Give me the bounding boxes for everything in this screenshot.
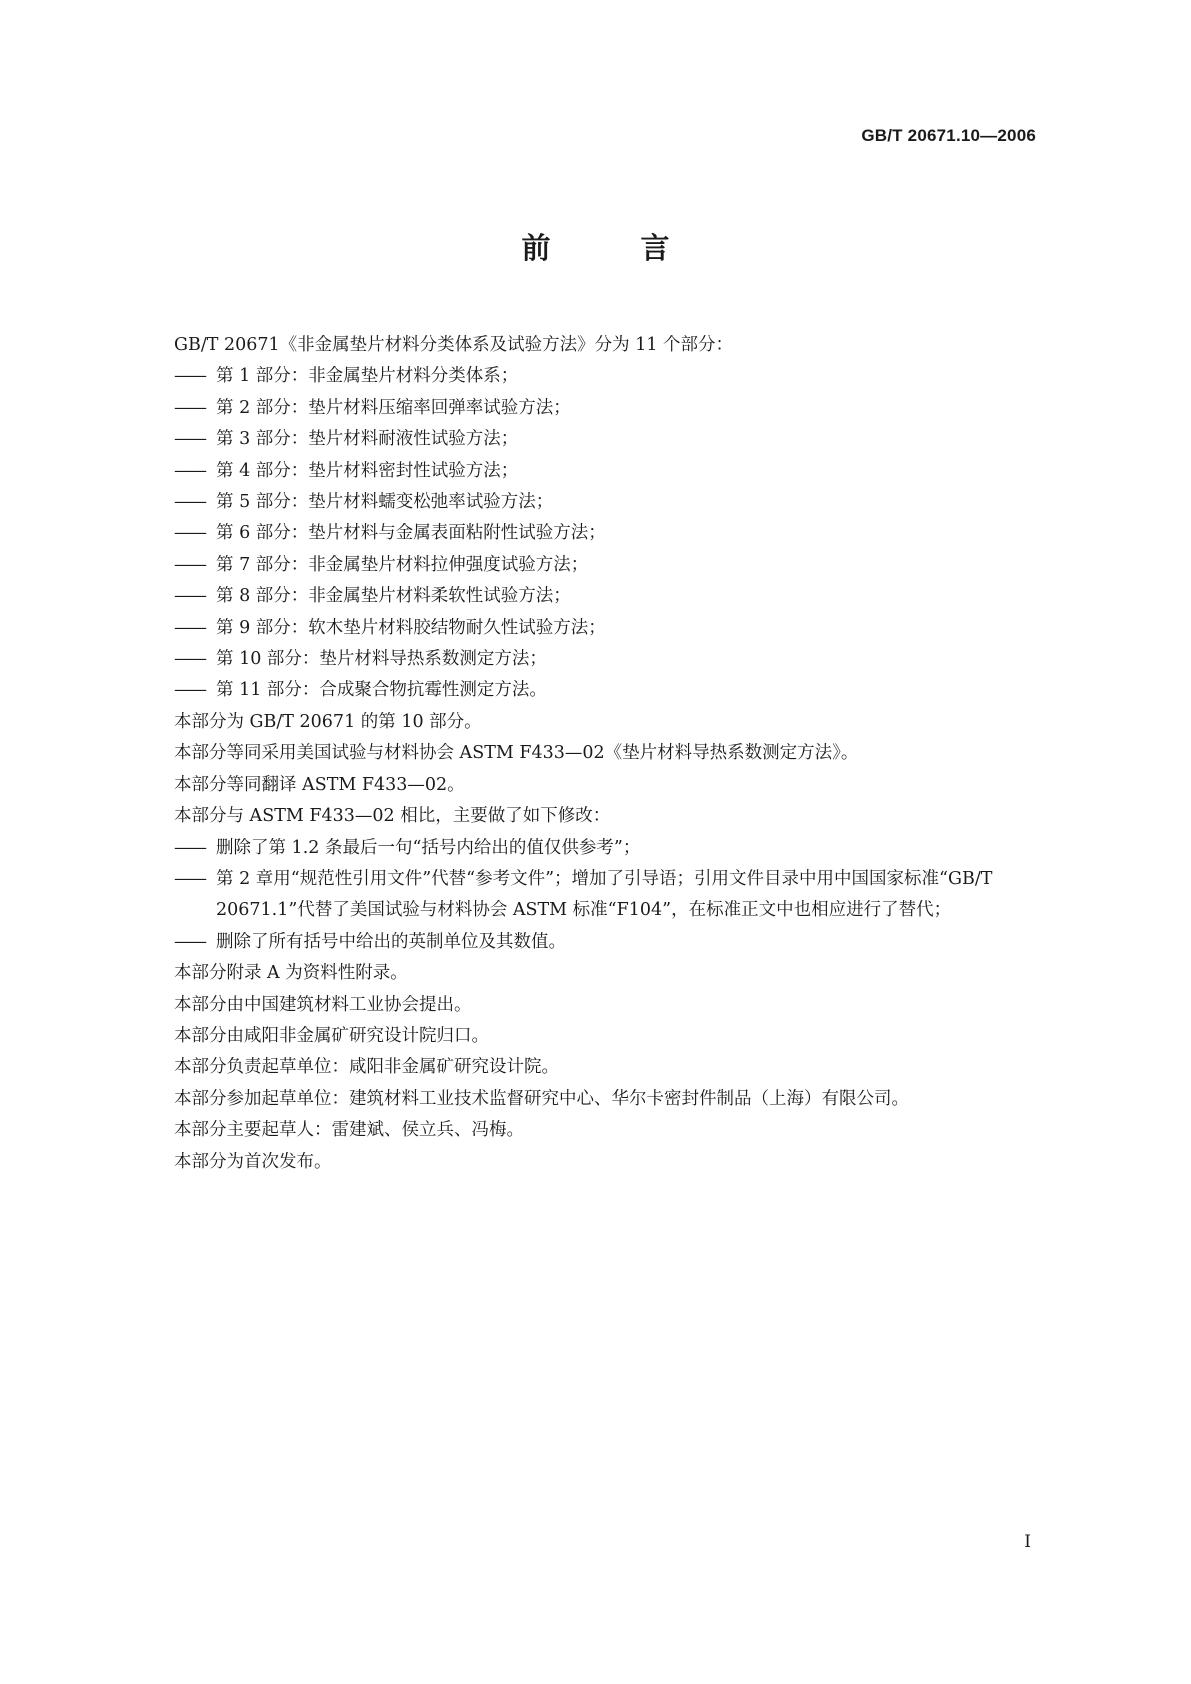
dash-marker: ——: [174, 492, 205, 513]
dash-marker: ——: [174, 931, 205, 952]
intro-paragraph: GB/T 20671《非金属垫片材料分类体系及试验方法》分为 11 个部分：: [174, 335, 734, 355]
list-item-text: 第 10 部分：垫片材料导热系数测定方法；: [216, 649, 547, 670]
list-item: [174, 581, 1054, 612]
this-part-paragraph: 本部分为 GB/T 20671 的第 10 部分。: [174, 711, 482, 732]
proposed-paragraph: 本部分由中国建筑材料工业协会提出。: [174, 994, 472, 1015]
list-item: [174, 644, 1054, 675]
first-release-paragraph: 本部分为首次发布。: [174, 1151, 332, 1172]
list-item-text: 第 4 部分：垫片材料密封性试验方法；: [216, 460, 519, 481]
list-item: [174, 456, 1054, 487]
dash-marker: ——: [174, 523, 205, 544]
standard-code: GB/T 20671.10—2006: [861, 126, 1036, 145]
adopts-paragraph: 本部分等同采用美国试验与材料协会 ASTM F433—02《垫片材料导热系数测定方法》。: [174, 743, 859, 764]
drafter-org-paragraph: 本部分负责起草单位：咸阳非金属矿研究设计院。: [174, 1057, 559, 1078]
dash-marker: ——: [174, 837, 205, 858]
change-item-text: 删除了第 1.2 条最后一句“括号内给出的值仅供参考”；: [216, 837, 641, 858]
list-item: [174, 613, 1054, 644]
list-item-text: 第 1 部分：非金属垫片材料分类体系；: [216, 366, 519, 387]
list-item-text: 第 6 部分：垫片材料与金属表面粘附性试验方法；: [216, 523, 606, 544]
dash-marker: ——: [174, 460, 205, 481]
list-item-text: 第 9 部分：软木垫片材料胶结物耐久性试验方法；: [216, 617, 606, 638]
dash-marker: ——: [174, 868, 205, 889]
dash-marker: ——: [174, 586, 205, 607]
dash-marker: ——: [174, 429, 205, 450]
change-item: [174, 927, 1054, 958]
list-item: [174, 518, 1054, 549]
list-item: [174, 393, 1054, 424]
managed-paragraph: 本部分由咸阳非金属矿研究设计院归口。: [174, 1025, 489, 1046]
list-item: [174, 487, 1054, 518]
list-item-text: 第 7 部分：非金属垫片材料拉伸强度试验方法；: [216, 554, 589, 575]
annex-paragraph: 本部分附录 A 为资料性附录。: [174, 963, 408, 984]
page-title: 前 言: [521, 231, 710, 265]
list-item: [174, 424, 1054, 455]
list-item-text: 第 2 部分：垫片材料压缩率回弹率试验方法；: [216, 397, 571, 418]
dash-marker: ——: [174, 397, 205, 418]
dash-marker: ——: [174, 617, 205, 638]
drafters-paragraph: 本部分主要起草人：雷建斌、侯立兵、冯梅。: [174, 1120, 524, 1141]
dash-marker: ——: [174, 366, 205, 387]
list-item-text: 第 11 部分：合成聚合物抗霉性测定方法。: [216, 680, 547, 701]
dash-marker: ——: [174, 649, 205, 670]
list-item: [174, 550, 1054, 581]
list-item-text: 第 8 部分：非金属垫片材料柔软性试验方法；: [216, 586, 571, 607]
dash-marker: ——: [174, 554, 205, 575]
page-number: I: [1024, 1532, 1031, 1552]
dash-marker: ——: [174, 680, 205, 701]
list-item: [174, 675, 1054, 706]
list-item-text: 第 3 部分：垫片材料耐液性试验方法；: [216, 429, 519, 450]
change-item-text: 第 2 章用“规范性引用文件”代替“参考文件”；增加了引导语；引用文件目录中用中国国家标准“GB/T 20671.1”代替了美国试验与材料协会 ASTM 标准“F104”，在标准正文中也相应进行了替代；: [216, 868, 993, 921]
foreword-body: [174, 330, 1054, 1178]
compare-paragraph: 本部分与 ASTM F433—02 相比，主要做了如下修改：: [174, 806, 611, 827]
participants-paragraph: 本部分参加起草单位：建筑材料工业技术监督研究中心、华尔卡密封件制品（上海）有限公司。: [174, 1088, 909, 1109]
change-item-text: 删除了所有括号中给出的英制单位及其数值。: [216, 931, 566, 952]
list-item: [174, 361, 1054, 392]
change-item: [174, 833, 1054, 864]
change-item: [174, 864, 1054, 927]
translates-paragraph: 本部分等同翻译 ASTM F433—02。: [174, 774, 465, 795]
list-item-text: 第 5 部分：垫片材料蠕变松弛率试验方法；: [216, 492, 554, 513]
